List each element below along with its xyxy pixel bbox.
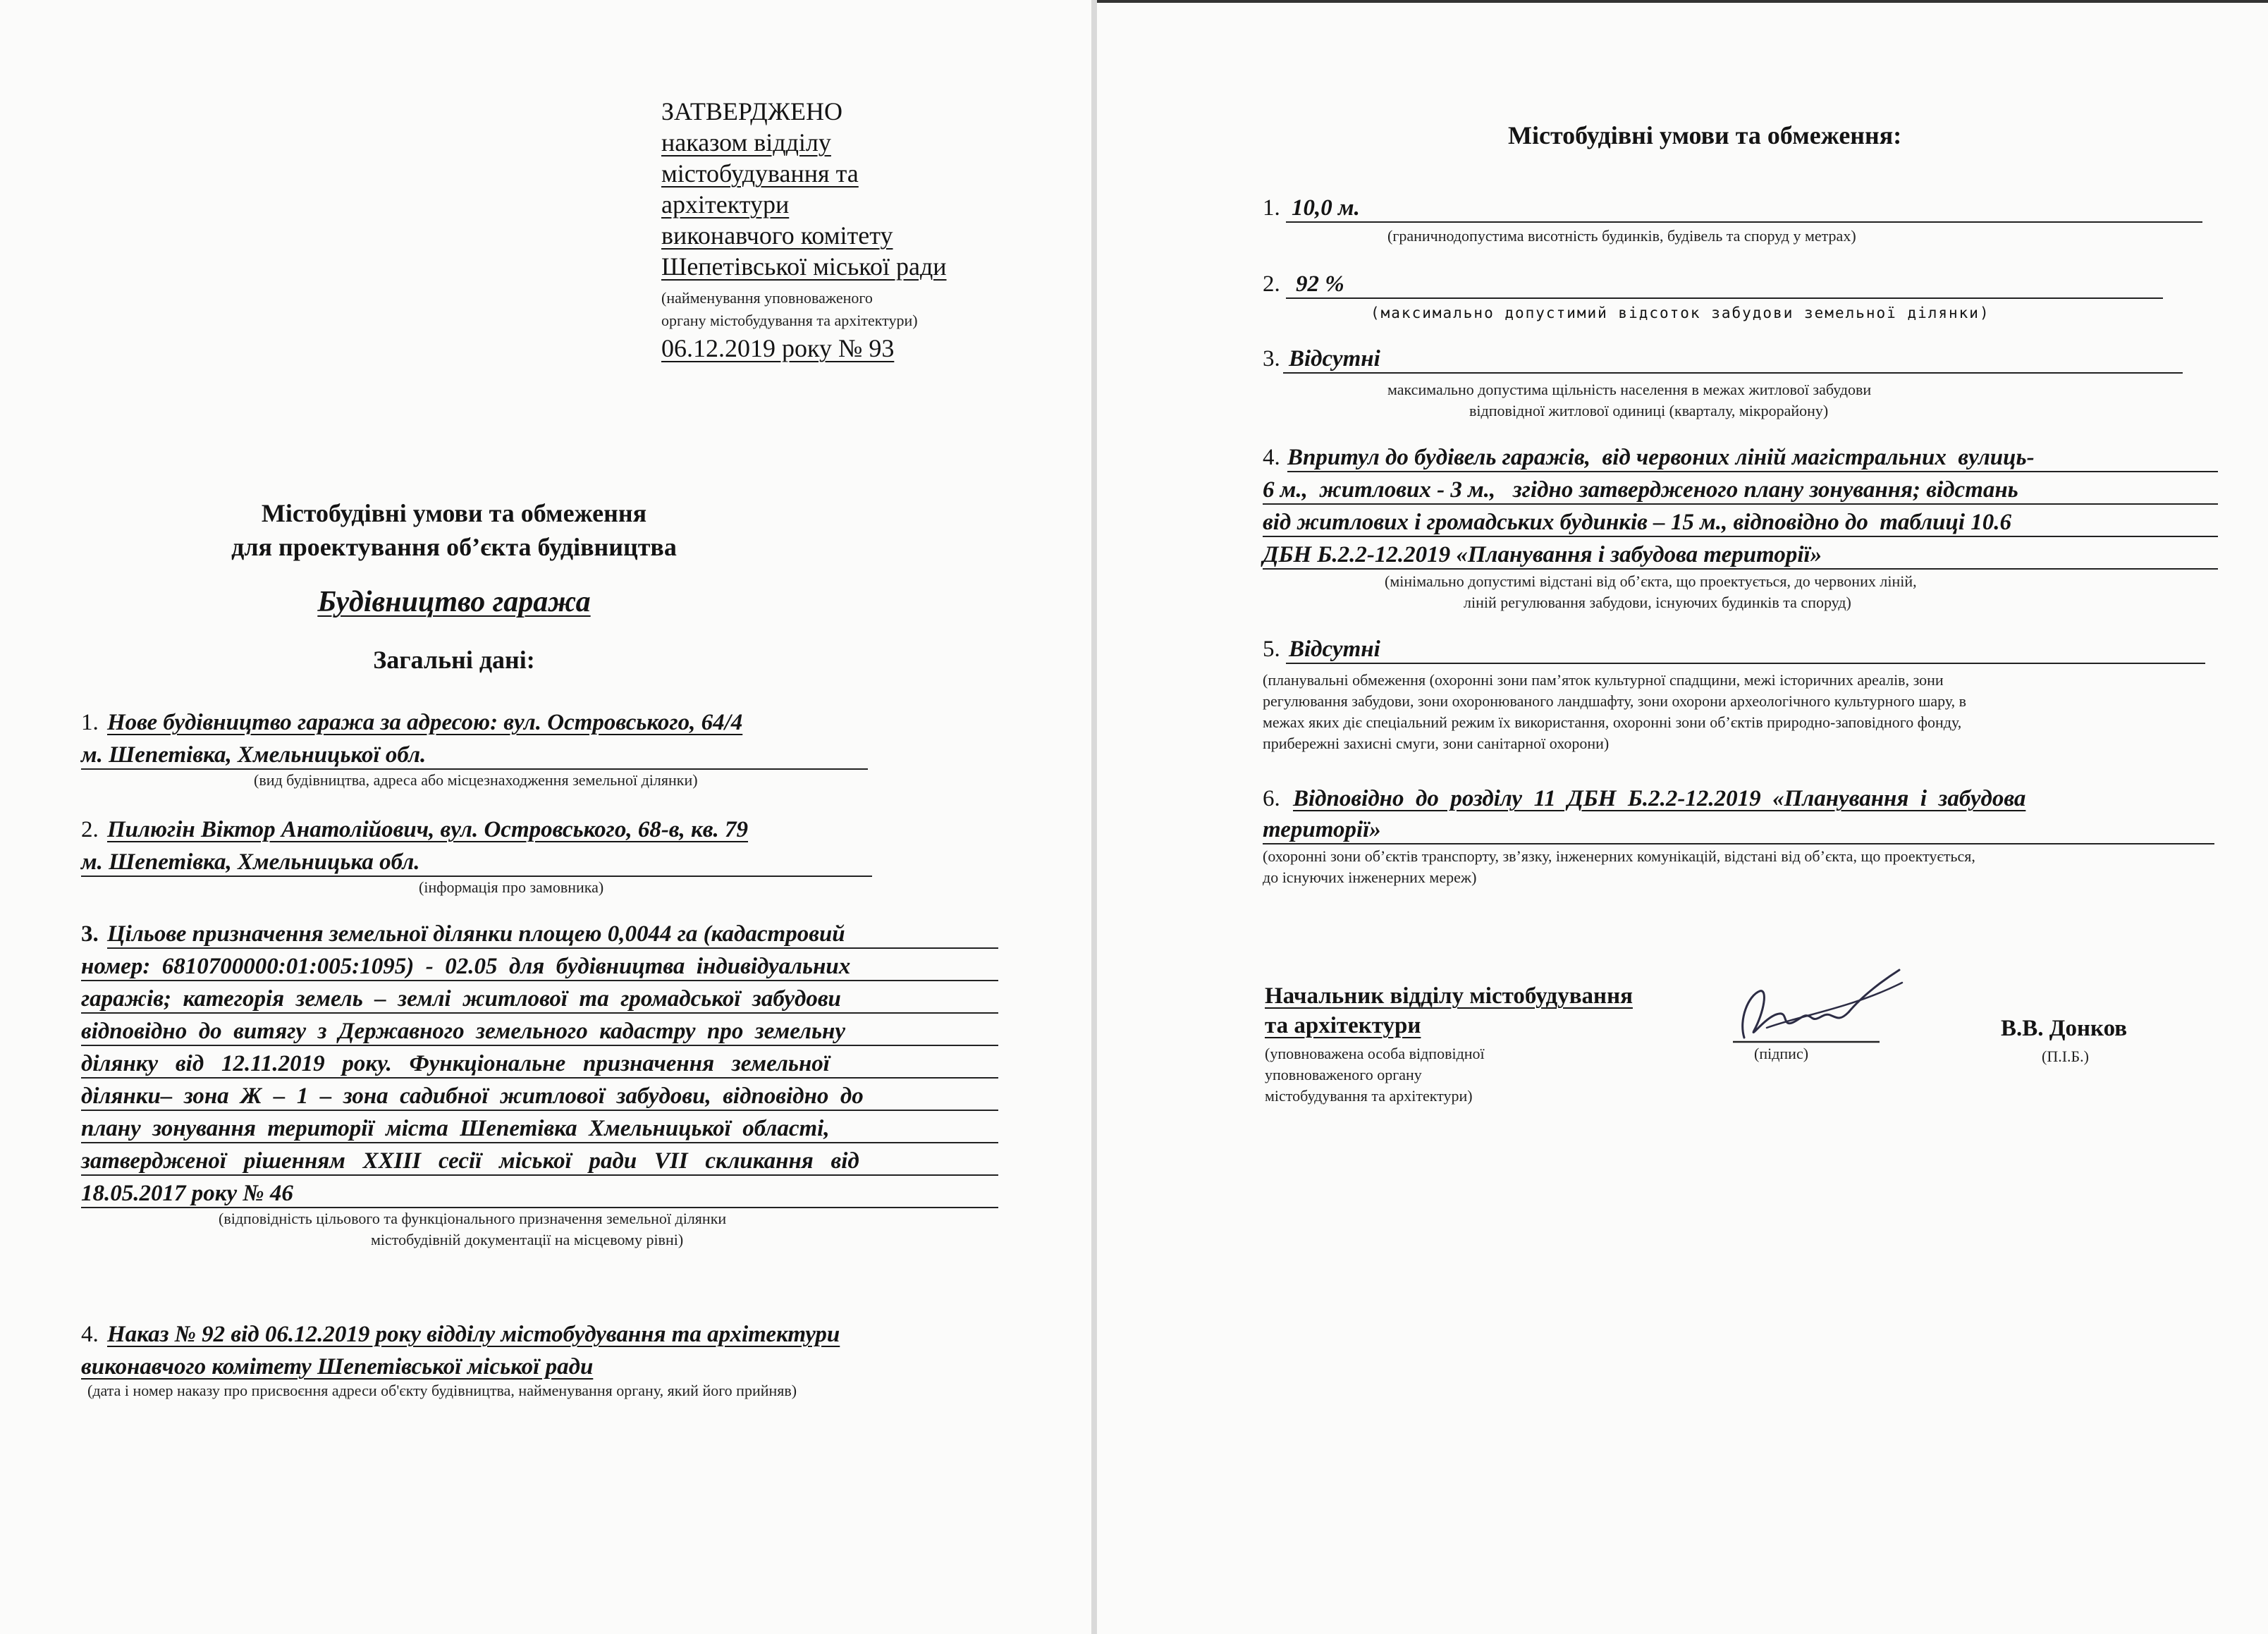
item-4-line-1: Наказ № 92 від 06.12.2019 року відділу містобудування та архітектури	[107, 1322, 840, 1347]
condition-5-hint-4: прибережні захисні смуги, зони санітарної охорони)	[1263, 735, 1610, 752]
condition-3-hint-1: максимально допустима щільність населення в межах житлової забудови	[1387, 381, 1872, 398]
item-2-line-1: Пилюгін Віктор Анатолійович, вул. Островського, 68-в, кв. 79	[107, 817, 749, 842]
right-page	[1097, 0, 2268, 1634]
approval-line-1: наказом відділу	[661, 128, 831, 156]
item-1-line-2-text: м. Шепетівка, Хмельницької обл.	[81, 742, 868, 770]
signatory-name: В.В. Донков	[2001, 1016, 2128, 1041]
item-3-hint-1: (відповідність цільового та функціонального призначення земельної ділянки	[219, 1210, 727, 1227]
left-page	[0, 0, 1091, 1634]
signatory-hint-3: містобудування та архітектури)	[1265, 1087, 1473, 1105]
item-3-line-8: затвердженої рішенням ХХІІІ сесії міської ради VІІ скликання від	[81, 1148, 998, 1176]
approval-hint-1: (найменування уповноваженого	[661, 289, 873, 307]
condition-4-hint-1: (мінімально допустимі відстані від об’єкта, що проектується, до червоних ліній,	[1385, 572, 1917, 590]
condition-4-hint-2: ліній регулювання забудови, існуючих будинків та споруд)	[1464, 594, 1851, 611]
item-3-line-3: гаражів; категорія земель – землі житлової та громадської забудови	[81, 985, 998, 1014]
item-2-line-2	[81, 849, 872, 877]
item-3-line-1: Цільове призначення земельної ділянки площею 0,0044 га (кадастровий	[107, 921, 998, 949]
condition-2-hint: (максимально допустимий відсоток забудови земельної ділянки)	[1371, 305, 1990, 321]
item-4-hint: (дата і номер наказу про присвоєння адреси об'єкту будівництва, найменування органу, який його прийняв)	[87, 1382, 797, 1399]
condition-3-hint-2: відповідної житлової одиниці (кварталу, мікрорайону)	[1469, 402, 1829, 419]
condition-1-number: 1.	[1263, 195, 1280, 221]
item-1-number: 1.	[81, 710, 99, 735]
item-2-number: 2.	[81, 817, 99, 842]
condition-6-line-1: Відповідно до розділу 11 ДБН Б.2.2-12.2019 «Планування і забудова	[1293, 786, 2026, 811]
item-3-hint-2: містобудівній документації на місцевому рівні)	[371, 1231, 684, 1248]
condition-2-number: 2.	[1263, 271, 1280, 297]
approval-line-4: виконавчого комітету	[661, 221, 893, 250]
doc-title-line-2: для проектування об’єкта будівництва	[231, 533, 677, 561]
condition-4-line-4: ДБН Б.2.2-12.2019 «Планування і забудова території»	[1263, 541, 2218, 570]
item-3-line-5: ділянку від 12.11.2019 року. Функціональне призначення земельної	[81, 1050, 998, 1079]
item-3-line-2: номер: 6810700000:01:005:1095) - 02.05 для будівництва індивідуальних	[81, 953, 998, 981]
item-3-line-6: ділянки– зона Ж – 1 – зона садибної житлової забудови, відповідно до	[81, 1083, 998, 1111]
item-3-line-9: 18.05.2017 року № 46	[81, 1180, 998, 1208]
item-1-line-2	[81, 742, 868, 770]
signatory-hint-1: (уповноважена особа відповідної	[1265, 1045, 1485, 1062]
condition-1-value: 10,0 м.	[1286, 195, 2202, 223]
condition-6-hint-1: (охоронні зони об’єктів транспорту, зв’язку, інженерних комунікацій, відстані від об’єкта, що проектується,	[1263, 847, 1975, 865]
item-3-line-4: відповідно до витягу з Державного земельного кадастру про земельну	[81, 1018, 998, 1046]
condition-6-hint-2: до існуючих інженерних мереж)	[1263, 868, 1477, 886]
condition-4-line-1: Впритул до будівель гаражів, від червоних ліній магістральних вулиць-	[1287, 444, 2218, 472]
condition-1-hint: (граничнодопустима висотність будинків, будівель та споруд у метрах)	[1387, 227, 1856, 245]
signatory-position-line-2: та архітектури	[1265, 1013, 1421, 1038]
item-3-number: 3.	[81, 921, 99, 947]
item-2-line-2-text: м. Шепетівка, Хмельницька обл.	[81, 849, 872, 877]
condition-2-value: 92 %	[1286, 271, 2163, 299]
condition-5-hint-1: (планувальні обмеження (охоронні зони пам’яток культурної спадщини, межі історичних ареалів, зони	[1263, 671, 1944, 689]
condition-3-value: Відсутні	[1283, 345, 2183, 374]
general-heading: Загальні дані:	[373, 646, 535, 674]
condition-3-number: 3.	[1263, 346, 1280, 371]
item-3-line-7: плану зонування території міста Шепетівка Хмельницької області,	[81, 1115, 998, 1143]
signature-hint: (підпис)	[1754, 1045, 1809, 1062]
item-4-number: 4.	[81, 1322, 99, 1347]
approval-line-3: архітектури	[661, 190, 790, 219]
approval-line-5: Шепетівської міської ради	[661, 252, 947, 281]
approval-hint-2: органу містобудування та архітектури)	[661, 312, 918, 329]
condition-4-line-3: від житлових і громадських будинків – 15 м., відповідно до таблиці 10.6	[1263, 509, 2218, 537]
condition-6-number: 6.	[1263, 786, 1280, 811]
condition-5-number: 5.	[1263, 637, 1280, 662]
condition-6-line-2: території»	[1263, 816, 2214, 844]
signatory-hint-2: уповноваженого органу	[1265, 1066, 1422, 1083]
condition-5-hint-3: межах яких діє спеціальний режим їх використання, охоронні зони об’єктів природно-заповідного фонду,	[1263, 713, 1962, 731]
object-name: Будівництво гаража	[317, 586, 591, 618]
approval-heading: ЗАТВЕРДЖЕНО	[661, 97, 842, 125]
condition-5-value: Відсутні	[1286, 636, 2205, 664]
conditions-heading: Містобудівні умови та обмеження:	[1508, 121, 1902, 149]
approval-date: 06.12.2019 року № 93	[661, 334, 895, 362]
item-4-line-2: виконавчого комітету Шепетівської міської ради	[81, 1354, 594, 1380]
doc-title-line-1: Містобудівні умови та обмеження	[261, 499, 647, 527]
condition-4-number: 4.	[1263, 445, 1280, 470]
signatory-name-hint: (П.І.Б.)	[2042, 1048, 2089, 1065]
condition-4-line-2: 6 м., житлових - 3 м., згідно затвердженого плану зонування; відстань	[1263, 477, 2218, 505]
item-1-line-1: Нове будівництво гаража за адресою: вул. Островського, 64/4	[107, 710, 743, 735]
item-2-hint: (інформація про замовника)	[419, 878, 604, 896]
handwritten-signature	[1717, 963, 1922, 1055]
approval-line-2: містобудування та	[661, 159, 859, 188]
item-1-hint: (вид будівництва, адреса або місцезнаходження земельної ділянки)	[254, 771, 698, 789]
condition-5-hint-2: регулювання забудови, зони охоронюваного ландшафту, зони охорони археологічного культурного шару, в	[1263, 692, 1967, 710]
signatory-position-line-1: Начальник відділу містобудування	[1265, 983, 1633, 1009]
